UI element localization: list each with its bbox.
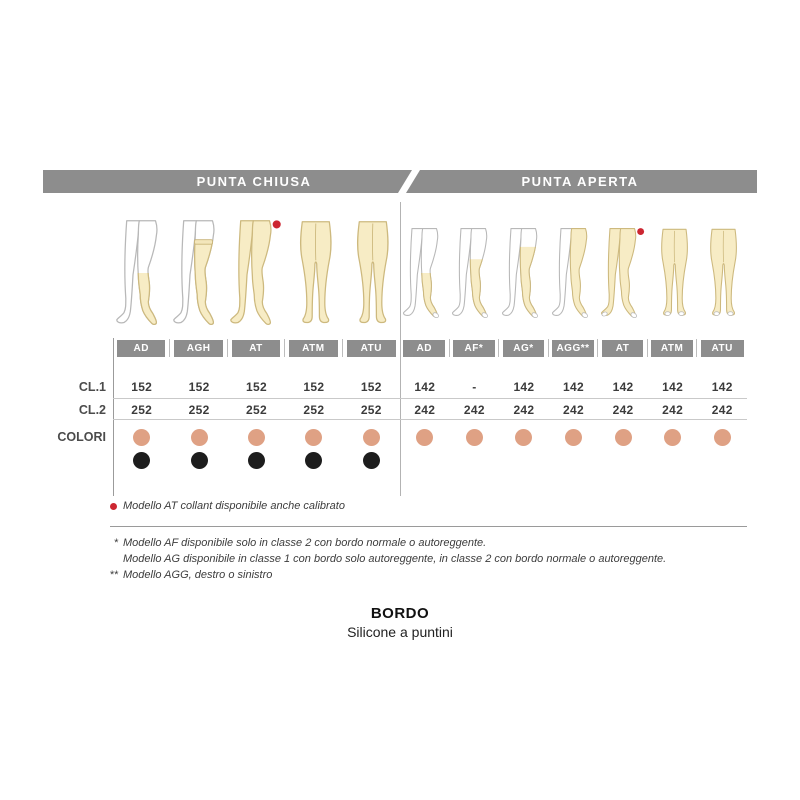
column-header-atu: ATU [347,340,396,357]
footnote-ag-text: Modello AG disponibile in classe 1 con bordo solo autoreggente, in classe 2 con bordo normale o autoreggente. [123,553,667,565]
row-label-cl2: CL.2 [78,403,106,417]
footnote-separator-line [110,526,747,527]
column-header-atm: ATM [651,340,693,357]
color-dot-black [305,452,322,469]
illustration-ag-open-legs-icon [501,214,547,332]
red-marker-icon [273,220,281,228]
asterisk-footnotes [103,535,666,583]
column-header-agg: AGG** [552,340,594,357]
red-bullet-icon [110,503,117,510]
illustration-agh-closed-legs-icon [172,214,226,332]
illustration-ad-open-legs-icon [402,214,448,332]
red-footnote [110,500,345,512]
row-label-cl1: CL.1 [78,380,106,394]
red-footnote-text: Modello AT collant disponibile anche calibrato [123,500,345,512]
bordo-title: BORDO [370,605,430,622]
open-toe-title: PUNTA APERTA [521,174,639,189]
color-dot-black [248,452,265,469]
color-dots-black-closed [113,451,400,469]
color-dot-tan [565,429,582,446]
cl2-value: 242 [662,403,684,417]
cl2-value: 242 [711,403,733,417]
illustration-atm-open-legs-icon [650,214,696,332]
cl2-value: 252 [246,403,267,417]
cl2-value: 242 [612,403,634,417]
cl1-value: - [472,380,477,394]
cl1-value: 152 [246,380,267,394]
cl2-value: 242 [563,403,584,417]
cl1-value: 142 [414,380,436,394]
cl1-value: 142 [563,380,584,394]
red-marker-icon [637,228,644,235]
cl1-value: 142 [711,380,733,394]
color-dot-tan [664,429,681,446]
color-dot-tan [515,429,532,446]
bordo-subtitle: Silicone a puntini [347,624,453,640]
column-headers-closed [113,339,400,357]
cl1-value: 152 [360,380,382,394]
illustration-atm-closed-legs-icon [287,214,341,332]
illustration-at-closed-legs-icon [229,214,283,332]
cl2-value: 252 [188,403,210,417]
column-header-ad: AD [403,340,445,357]
column-header-ad: AD [117,340,165,357]
footnote-af [103,535,666,551]
color-dot-tan [248,429,265,446]
closed-toe-title: PUNTA CHIUSA [196,174,312,189]
column-header-at: AT [232,340,280,357]
color-dot-tan [191,429,208,446]
column-header-ag: AG* [503,340,545,357]
column-header-at: AT [602,340,644,357]
column-header-agh: AGH [174,340,223,357]
color-dot-tan [466,429,483,446]
cl1-value: 152 [303,380,325,394]
color-dots-tan-closed [113,428,400,446]
cl1-value: 142 [662,380,684,394]
cl1-values-open [400,378,747,396]
color-dot-black [133,452,150,469]
color-dot-tan [714,429,731,446]
illustration-ad-closed-legs-icon [115,214,169,332]
color-dot-black [363,452,380,469]
cl1-values-closed [113,378,400,396]
row-divider-line [113,398,747,399]
asterisk-marker: * [113,537,118,549]
column-header-af: AF* [453,340,495,357]
cl2-values-open [400,401,747,419]
double-asterisk-marker: ** [109,569,118,581]
footnote-ag [103,551,666,567]
cl2-value: 242 [513,403,535,417]
color-dots-tan-open [400,428,747,446]
row-label-colori: COLORI [57,430,106,444]
cl2-value: 252 [303,403,325,417]
cl2-value: 252 [360,403,382,417]
footnote-agg [103,567,666,583]
color-dot-black [191,452,208,469]
color-dot-tan [615,429,632,446]
row-divider-line [113,419,747,420]
illustration-agg-open-legs-icon [551,214,597,332]
color-dot-tan [363,429,380,446]
footnote-agg-text: Modello AGG, destro o sinistro [123,569,273,581]
cl2-value: 252 [131,403,153,417]
footnote-af-text: Modello AF disponibile solo in classe 2 con bordo normale o autoreggente. [123,537,487,549]
illustration-atu-closed-legs-icon [344,214,398,332]
illustration-at-open-legs-icon [600,214,646,332]
column-headers-open [400,339,747,357]
column-header-atm: ATM [289,340,338,357]
cl1-value: 152 [131,380,153,394]
cl1-value: 152 [188,380,210,394]
cl1-value: 142 [612,380,634,394]
illustration-af-open-legs-icon [451,214,497,332]
cl1-value: 142 [513,380,535,394]
color-dot-tan [133,429,150,446]
cl2-value: 242 [414,403,436,417]
column-header-atu: ATU [701,340,744,357]
color-dot-tan [416,429,433,446]
cl2-values-closed [113,401,400,419]
cl2-value: 242 [463,403,485,417]
illustration-atu-open-legs-icon [699,214,745,332]
color-dot-tan [305,429,322,446]
